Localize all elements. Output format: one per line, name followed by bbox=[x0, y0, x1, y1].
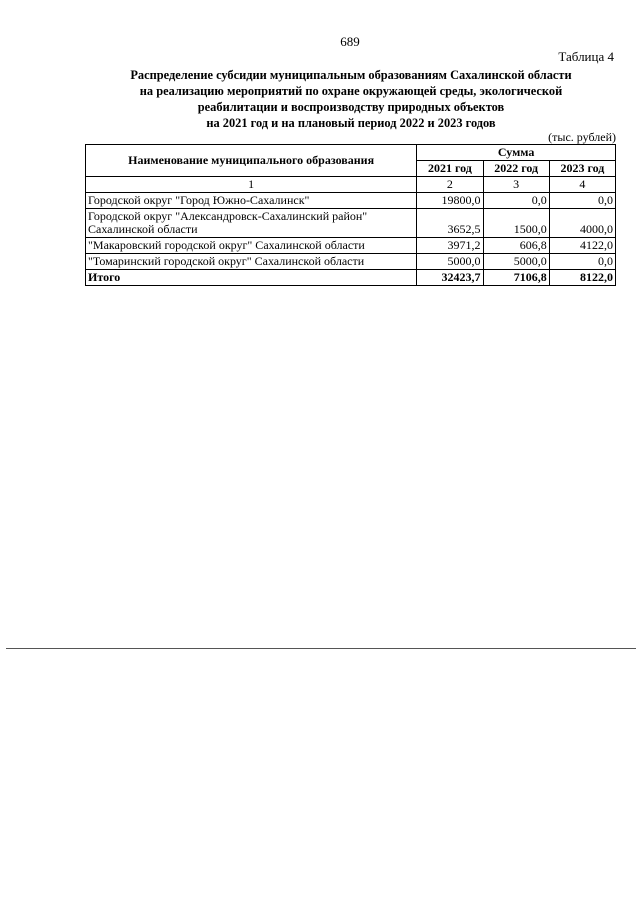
row-name-line: Городской округ "Александровск-Сахалинский район" bbox=[88, 209, 368, 223]
table-row bbox=[86, 238, 616, 254]
total-value-2023: 8122,0 bbox=[549, 270, 615, 286]
row-value-2022: 1500,0 bbox=[483, 209, 549, 238]
table-row bbox=[86, 254, 616, 270]
header-year-2023: 2023 год bbox=[549, 161, 615, 177]
column-number: 1 bbox=[86, 177, 417, 193]
row-name: "Томаринский городской округ" Сахалинской области bbox=[86, 254, 417, 270]
title-line: Распределение субсидии муниципальным образованиям Сахалинской области bbox=[130, 68, 572, 82]
table-label: Таблица 4 bbox=[558, 49, 614, 64]
total-value-2022: 7106,8 bbox=[483, 270, 549, 286]
row-value-2023: 4122,0 bbox=[549, 238, 615, 254]
header-name: Наименование муниципального образования bbox=[86, 145, 417, 177]
column-number: 2 bbox=[417, 177, 483, 193]
total-row bbox=[86, 270, 616, 286]
title-line: на реализацию мероприятий по охране окружающей среды, экологической bbox=[139, 84, 563, 98]
row-value-2023: 0,0 bbox=[549, 254, 615, 270]
header-year-2021: 2021 год bbox=[417, 161, 483, 177]
column-number-row bbox=[86, 177, 616, 193]
table-title bbox=[86, 67, 616, 131]
row-value-2022: 606,8 bbox=[483, 238, 549, 254]
row-value-2021: 5000,0 bbox=[417, 254, 483, 270]
total-value-2021: 32423,7 bbox=[417, 270, 483, 286]
row-name: Городской округ "Город Южно-Сахалинск" bbox=[86, 193, 417, 209]
row-value-2022: 5000,0 bbox=[483, 254, 549, 270]
table-row bbox=[86, 209, 616, 238]
title-line: реабилитации и воспроизводству природных объектов bbox=[197, 100, 505, 114]
table-header-row bbox=[86, 145, 616, 161]
total-label: Итого bbox=[86, 270, 417, 286]
row-value-2021: 19800,0 bbox=[417, 193, 483, 209]
row-value-2023: 4000,0 bbox=[549, 209, 615, 238]
units-label: (тыс. рублей) bbox=[548, 130, 616, 144]
row-value-2022: 0,0 bbox=[483, 193, 549, 209]
column-number: 4 bbox=[549, 177, 615, 193]
row-name bbox=[86, 209, 417, 238]
page-number: 689 bbox=[340, 34, 360, 49]
row-value-2023: 0,0 bbox=[549, 193, 615, 209]
header-year-2022: 2022 год bbox=[483, 161, 549, 177]
title-line: на 2021 год и на плановый период 2022 и 2023 годов bbox=[206, 116, 496, 130]
header-sum: Сумма bbox=[417, 145, 616, 161]
row-name: "Макаровский городской округ" Сахалинской области bbox=[86, 238, 417, 254]
row-name-line: Сахалинской области bbox=[88, 222, 198, 236]
subsidy-table bbox=[85, 144, 616, 286]
table-row bbox=[86, 193, 616, 209]
row-value-2021: 3652,5 bbox=[417, 209, 483, 238]
column-number: 3 bbox=[483, 177, 549, 193]
row-value-2021: 3971,2 bbox=[417, 238, 483, 254]
scan-fold-line bbox=[6, 648, 636, 649]
